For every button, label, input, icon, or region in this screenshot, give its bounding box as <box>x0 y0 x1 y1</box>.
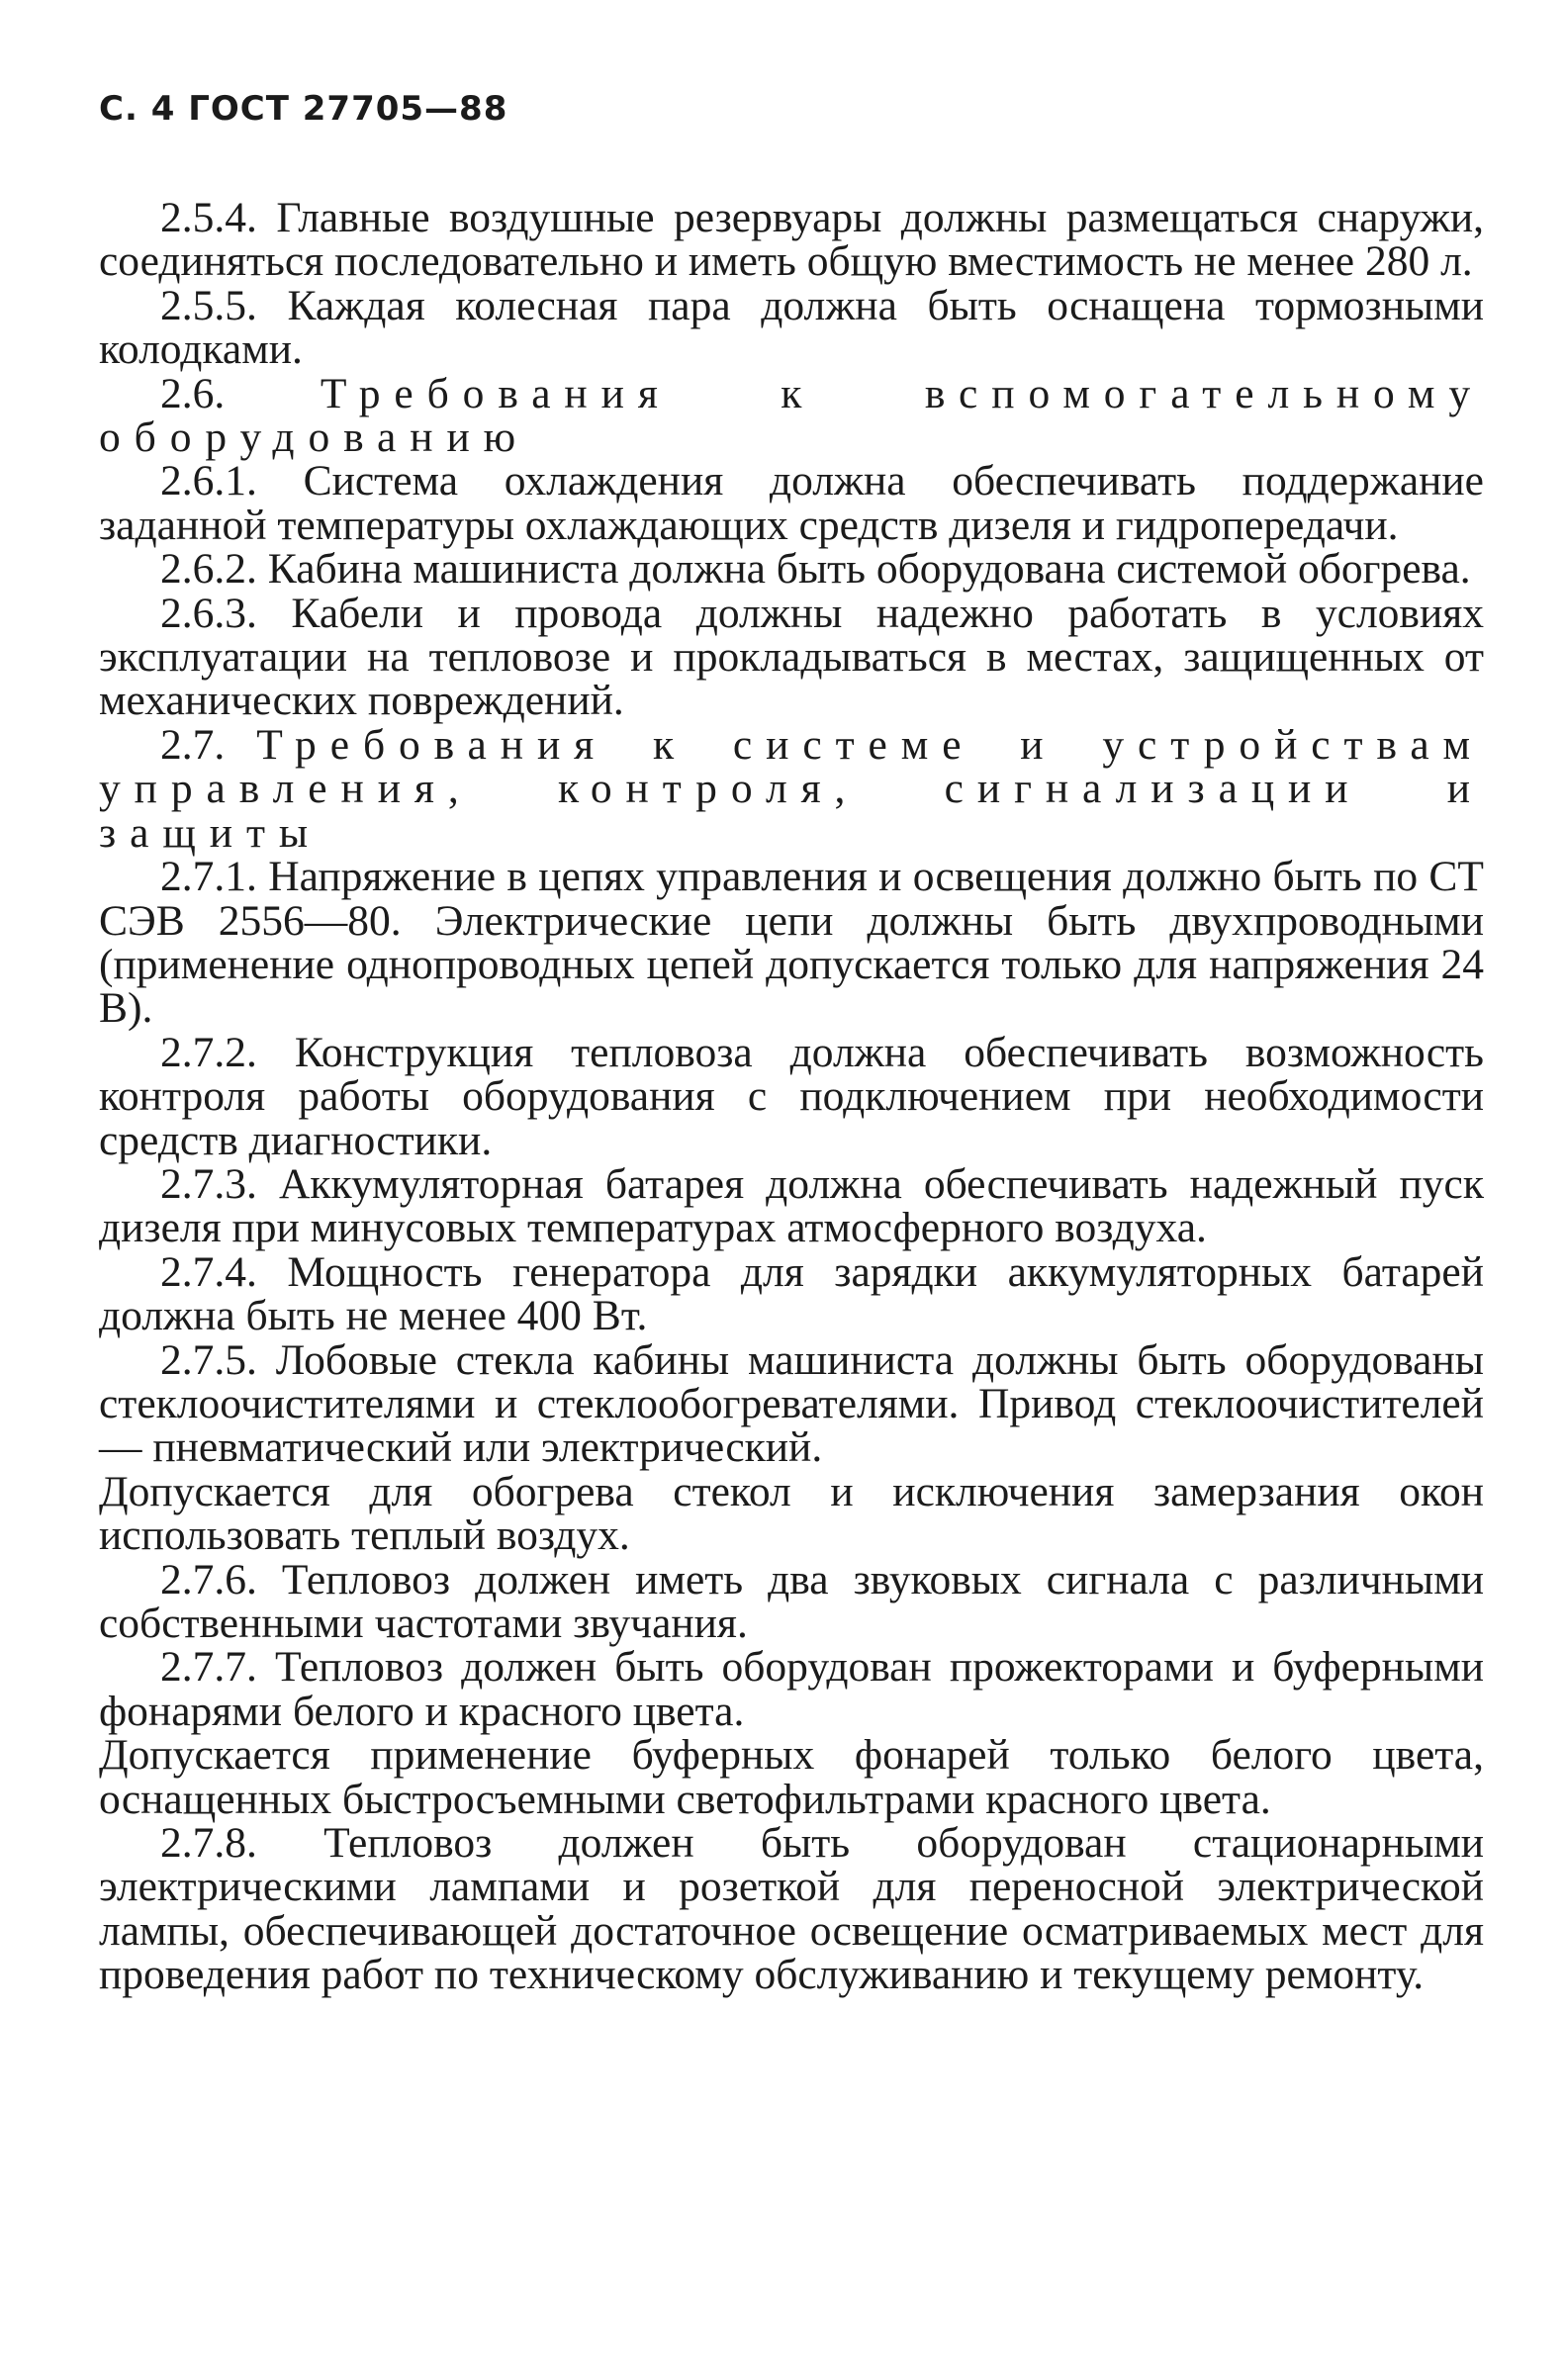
document-body <box>99 196 1484 1997</box>
clause-number: 2.5.4. <box>160 194 257 241</box>
clause-2-7-7 <box>99 1645 1484 1733</box>
page-header: С. 4 ГОСТ 27705—88 <box>99 89 508 129</box>
section-2-7-heading <box>99 720 1484 857</box>
clause-2-7-4 <box>99 1247 1485 1340</box>
clause-2-7-1 <box>99 855 1484 1031</box>
clause-text: Лобовые стекла кабины машиниста должны быть оборудованы стеклоочистителями и стеклообогревателями. Привод стеклоочистителей — пневматический или электрический. <box>99 1335 1484 1472</box>
clause-2-7-5-note <box>99 1467 1484 1560</box>
clause-2-7-8 <box>99 1821 1484 1997</box>
clause-text: Мощность генератора для зарядки аккумуляторных батарей должна быть не менее 400 Вт. <box>99 1247 1485 1340</box>
clause-2-5-5 <box>99 281 1485 374</box>
clause-text: Тепловоз должен быть оборудован стационарными электрическими лампами и розеткой для переносной электрической лампы, обеспечивающей достаточное освещение осматриваемых мест для проведения работ по техническому обслуживанию и текущему ремонту. <box>99 1819 1484 1999</box>
clause-text: Допускается применение буферных фонарей только белого цвета, оснащенных быстросъемными светофильтрами красного цвета. <box>99 1731 1484 1823</box>
section-number: 2.7. <box>160 720 226 769</box>
clause-number: 2.6.1. <box>160 457 257 505</box>
clause-2-5-4 <box>99 196 1484 284</box>
clause-number: 2.7.1. <box>160 853 257 901</box>
clause-number: 2.6.3. <box>160 589 257 637</box>
document-page <box>99 89 1484 1997</box>
clause-text: Тепловоз должен иметь два звуковых сигнала с различными собственными частотами звучания. <box>99 1555 1484 1647</box>
clause-text: Кабели и провода должны надежно работать в условиях эксплуатации на тепловозе и прокладываться в местах, защищенных от механических повреждений. <box>99 589 1484 725</box>
clause-number: 2.7.8. <box>160 1819 257 1868</box>
clause-number: 2.7.5. <box>160 1335 257 1384</box>
clause-text: Кабина машиниста должна быть оборудована системой обогрева. <box>267 545 1471 594</box>
clause-2-6-1 <box>99 459 1484 547</box>
clause-2-7-6 <box>99 1555 1484 1647</box>
clause-number: 2.7.6. <box>160 1555 257 1603</box>
section-number: 2.6. <box>160 369 226 417</box>
clause-2-6-2 <box>99 545 1484 594</box>
clause-2-7-7-note <box>99 1733 1484 1821</box>
clause-text: Аккумуляторная батарея должна обеспечивать надежный пуск дизеля при минусовых температурах атмосферного воздуха. <box>99 1159 1484 1252</box>
clause-2-6-3 <box>99 589 1484 725</box>
clause-text: Тепловоз должен быть оборудован прожекторами и буферными фонарями белого и красного цвета. <box>99 1643 1484 1735</box>
clause-text: Каждая колесная пара должна быть оснащена тормозными колодками. <box>99 281 1485 374</box>
clause-number: 2.5.5. <box>160 281 257 329</box>
clause-text: Система охлаждения должна обеспечивать поддержание заданной температуры охлаждающих средств дизеля и гидропередачи. <box>99 457 1484 549</box>
clause-2-7-5 <box>99 1335 1484 1472</box>
section-title: Требования к вспомогательному оборудованию <box>99 369 1485 462</box>
clause-text: Главные воздушные резервуары должны размещаться снаружи, соединяться последовательно и иметь общую вместимость не менее 280 л. <box>99 194 1484 286</box>
clause-text: Допускается для обогрева стекол и исключения замерзания окон использовать теплый воздух. <box>99 1467 1484 1560</box>
clause-text: Напряжение в цепях управления и освещения должно быть по СТ СЭВ 2556—80. Электрические цепи должны быть двухпроводными (применение однопроводных цепей допускается только для напряжения 24 В). <box>99 853 1485 1033</box>
clause-2-7-3 <box>99 1159 1484 1252</box>
clause-number: 2.7.3. <box>160 1159 257 1208</box>
clause-2-7-2 <box>99 1028 1484 1164</box>
clause-text: Конструкция тепловоза должна обеспечивать возможность контроля работы оборудования с подключением при необходимости средств диагностики. <box>99 1028 1484 1164</box>
clause-number: 2.7.4. <box>160 1247 257 1296</box>
section-2-6-heading <box>99 369 1485 462</box>
section-title: Требования к системе и устройствам управления, контроля, сигнализации и защиты <box>99 720 1484 857</box>
clause-number: 2.6.2. <box>160 545 257 594</box>
clause-number: 2.7.7. <box>160 1643 257 1692</box>
clause-number: 2.7.2. <box>160 1028 257 1076</box>
